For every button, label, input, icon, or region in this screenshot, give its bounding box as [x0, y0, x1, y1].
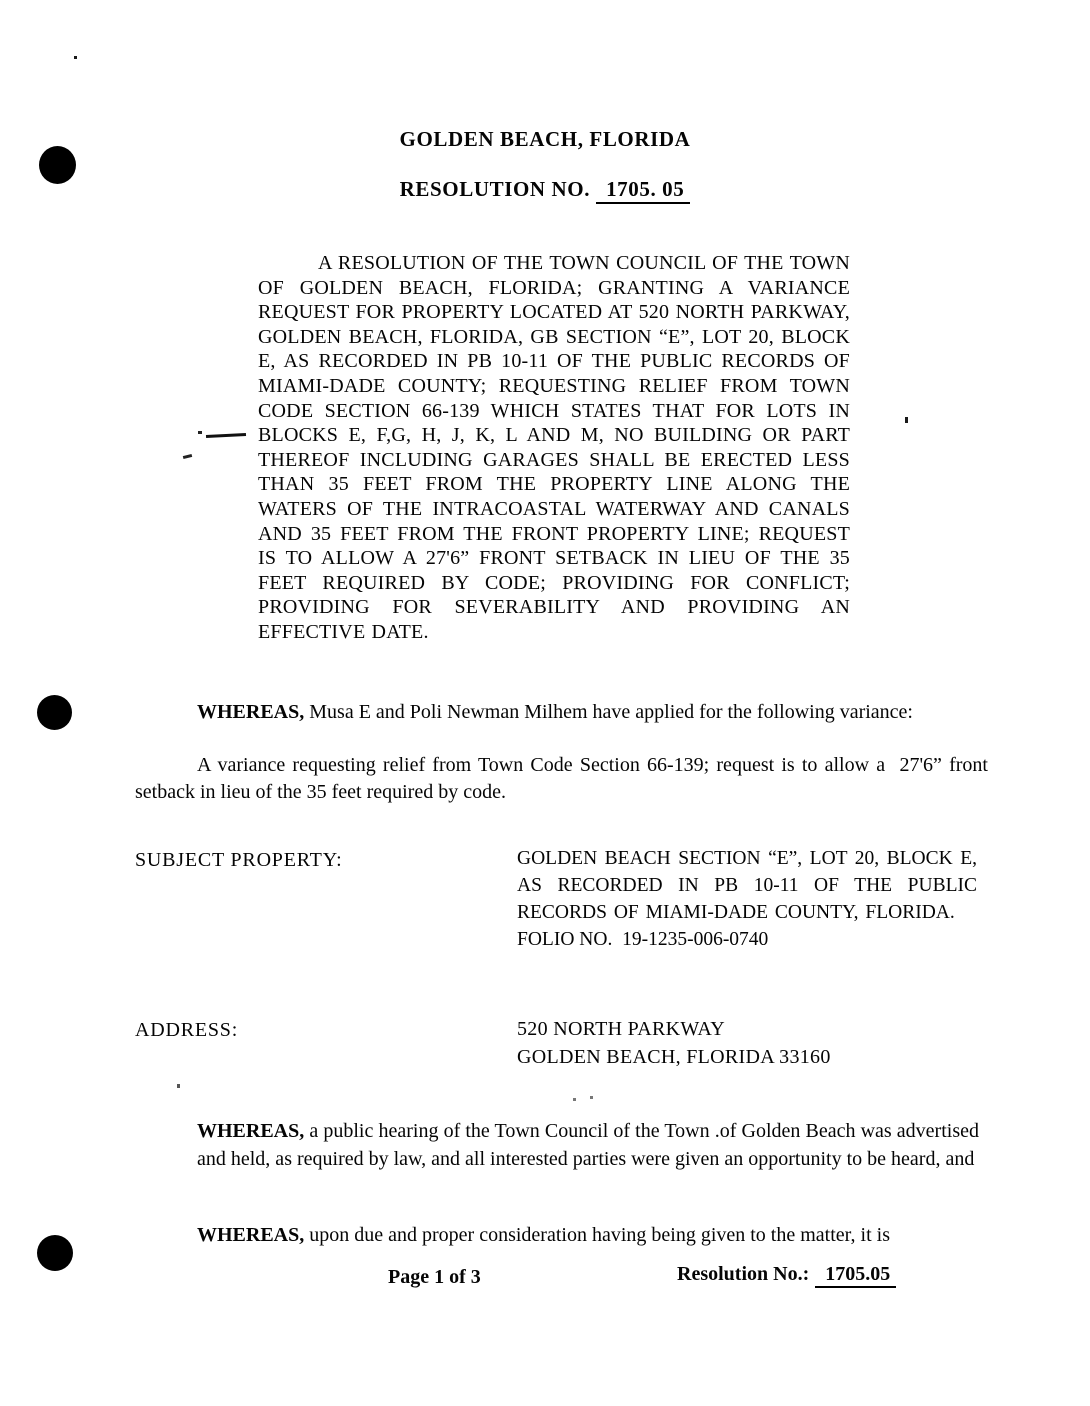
handwritten-tick-mark: [183, 454, 192, 459]
footer-resolution-number: [677, 1263, 896, 1286]
subject-property-label: SUBJECT PROPERTY:: [135, 849, 343, 871]
handwritten-dash-dot: [198, 431, 202, 434]
footer-resolution-label: Resolution No.:: [677, 1263, 810, 1285]
whereas-lead: WHEREAS,: [197, 1224, 305, 1246]
resolution-heading-number: 1705. 05: [596, 177, 690, 204]
scan-speck: [573, 1098, 576, 1101]
resolution-preamble: A RESOLUTION OF THE TOWN COUNCIL OF THE TOWN OF GOLDEN BEACH, FLORIDA; GRANTING A VARIANCE REQUEST FOR PROPERTY LOCATED AT 520 NORTH PARKWAY, GOLDEN BEACH, FLORIDA, GB SECTION “E”, LOT 20, BLOCK E, AS RECORDED IN PB 10-11 OF THE PUBLIC RECORDS OF MIAMI-DADE COUNTY; REQUESTING RELIEF FROM TOWN CODE SECTION 66-139 WHICH STATES THAT FOR LOTS IN BLOCKS E, F,G, H, J, K, L AND M, NO BUILDING OR PART THEREOF INCLUDING GARAGES SHALL BE ERECTED LESS THAN 35 FEET FROM THE PROPERTY LINE ALONG THE WATERS OF THE INTRACOASTAL WATERWAY AND CANALS AND 35 FEET FROM THE FRONT PROPERTY LINE; REQUEST IS TO ALLOW A 27'6” FRONT SETBACK IN LIEU OF THE 35 FEET REQUIRED BY CODE; PROVIDING FOR CONFLICT; PROVIDING FOR SEVERABILITY AND PROVIDING AN EFFECTIVE DATE.: [258, 252, 850, 643]
footer-resolution-value: 1705.05: [815, 1263, 896, 1288]
whereas-applicants-paragraph: [135, 699, 1015, 725]
whereas-lead: WHEREAS,: [197, 1120, 305, 1142]
hole-punch-mark-middle: [37, 695, 72, 730]
whereas-text: Musa E and Poli Newman Milhem have applied for the following variance:: [304, 701, 913, 723]
variance-paragraph: A variance requesting relief from Town Code Section 66-139; request is to allow a 27'6” front setback in lieu of the 35 feet required by code.: [135, 754, 988, 803]
document-title: GOLDEN BEACH, FLORIDA: [399, 127, 691, 151]
whereas-text: upon due and proper consideration having being given to the matter, it is: [304, 1224, 890, 1246]
whereas-lead: WHEREAS,: [197, 701, 305, 723]
subject-property-description: GOLDEN BEACH SECTION “E”, LOT 20, BLOCK E, AS RECORDED IN PB 10-11 OF THE PUBLIC RECORDS OF MIAMI-DADE COUNTY, FLORIDA.: [517, 848, 977, 923]
footer-page-number: Page 1 of 3: [388, 1266, 481, 1288]
address-line-2: GOLDEN BEACH, FLORIDA 33160: [517, 1045, 831, 1068]
scan-speck: [177, 1084, 180, 1088]
whereas-text: a public hearing of the Town Council of the Town .of Golden Beach was advertised and held, as required by law, and all interested parties were given an opportunity to be heard, and: [197, 1120, 979, 1170]
hole-punch-mark-bottom: [37, 1235, 73, 1271]
whereas-consideration-paragraph: [197, 1222, 1057, 1249]
address-label: ADDRESS:: [135, 1019, 239, 1041]
handwritten-dash-mark: [206, 433, 246, 438]
resolution-heading: [0, 177, 1090, 202]
scan-speck: [74, 56, 77, 59]
resolution-heading-label: RESOLUTION NO.: [399, 177, 591, 201]
subject-property-value: [517, 845, 977, 953]
address-line-1: 520 NORTH PARKWAY: [517, 1018, 726, 1040]
scan-speck: [905, 417, 908, 423]
scan-speck: [590, 1096, 593, 1099]
address-value: [517, 1016, 831, 1071]
subject-property-folio: FOLIO NO. 19-1235-006-0740: [517, 929, 769, 950]
whereas-public-hearing-paragraph: [197, 1118, 979, 1173]
